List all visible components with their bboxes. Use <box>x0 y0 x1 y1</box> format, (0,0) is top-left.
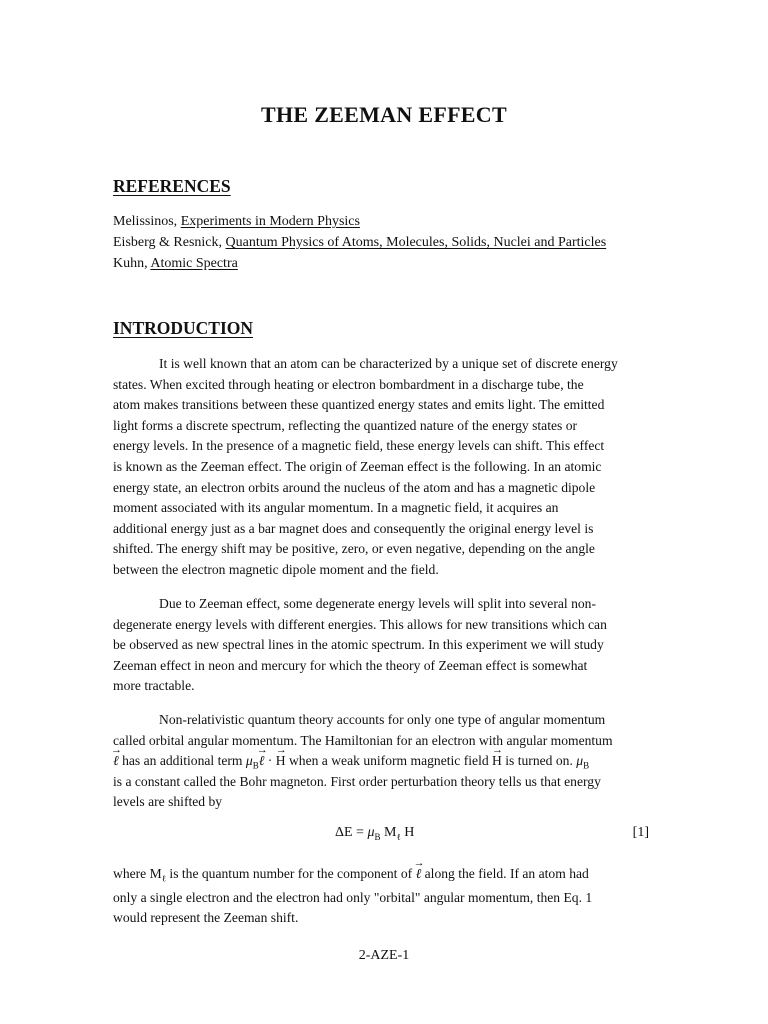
h-symbol: H <box>400 825 415 840</box>
dot-operator: · <box>264 753 276 769</box>
mu-symbol: μ <box>576 753 584 769</box>
text-line: energy levels. In the presence of a magnetic field, these energy levels can shift. This effect <box>113 438 605 454</box>
mu-symbol: μ <box>245 753 253 769</box>
text-line: light forms a discrete spectrum, reflecting the quantized nature of the energy states or <box>113 417 578 433</box>
text-line: is a constant called the Bohr magneton. First order perturbation theory tells us that energy <box>113 773 601 789</box>
text-line: Non-relativistic quantum theory accounts for only one type of angular momentum <box>159 712 606 727</box>
text-line: shifted. The energy shift may be positive, zero, or even negative, depending on the angle <box>113 541 595 557</box>
equation-body <box>335 825 414 842</box>
intro-paragraph-2 <box>113 594 658 697</box>
text-fragment: where M <box>113 866 162 881</box>
text-line: degenerate energy levels with different energies. This allows for new transitions which can <box>113 616 607 632</box>
text-line: moment associated with its angular momentum. In a magnetic field, it acquires an <box>113 500 559 516</box>
text-fragment: along the field. If an atom had <box>421 866 589 881</box>
reference-title: Quantum Physics of Atoms, Molecules, Solids, Nuclei and Particles <box>225 235 607 250</box>
angular-momentum-vector-symbol: → ℓ <box>259 751 265 772</box>
page-title: THE ZEEMAN EFFECT <box>261 102 507 127</box>
reference-item <box>113 232 606 253</box>
references-heading: REFERENCES <box>113 176 231 196</box>
subscript-b: B <box>374 831 381 842</box>
text-line: only a single electron and the electron had only "orbital" angular momentum, then Eq. 1 <box>113 889 593 905</box>
text-fragment: is turned on. <box>501 753 577 769</box>
reference-author: Melissinos, <box>113 214 181 229</box>
intro-paragraph-4 <box>113 864 658 929</box>
subscript-b: B <box>252 760 259 771</box>
subscript-b: B <box>583 760 590 771</box>
text-line: between the electron magnetic dipole moment and the field. <box>113 561 439 577</box>
magnetic-field-vector-symbol: → H <box>492 751 502 772</box>
reference-author: Kuhn, <box>113 256 151 271</box>
subscript-l: ℓ <box>161 873 167 884</box>
text-line <box>113 864 658 885</box>
text-line: be observed as new spectral lines in the atomic spectrum. In this experiment we will study <box>113 637 604 653</box>
subscript-l: ℓ <box>396 831 401 842</box>
equation-1 <box>113 825 658 847</box>
text-line: additional energy just as a bar magnet does and consequently the original energy level is <box>113 520 594 536</box>
reference-title: Experiments in Modern Physics <box>180 214 360 229</box>
angular-momentum-vector-symbol: → ℓ <box>416 864 422 885</box>
text-fragment: when a weak uniform magnetic field <box>285 753 493 769</box>
intro-paragraph-3 <box>113 710 658 813</box>
text-line: It is well known that an atom can be characterized by a unique set of discrete energy <box>159 356 618 371</box>
text-line: Zeeman effect in neon and mercury for which the theory of Zeeman effect is somewhat <box>113 657 588 673</box>
introduction-heading: INTRODUCTION <box>113 318 254 338</box>
text-line: energy state, an electron orbits around the nucleus of the atom and has a magnetic dipole <box>113 479 596 495</box>
text-line: would represent the Zeeman shift. <box>113 910 299 926</box>
text-line: Due to Zeeman effect, some degenerate energy levels will split into several non- <box>159 596 596 611</box>
delta-e: ΔE = <box>335 825 368 840</box>
angular-momentum-vector-symbol: → ℓ <box>113 751 119 772</box>
text-line <box>113 751 658 772</box>
reference-author: Eisberg & Resnick, <box>113 235 226 250</box>
references-list <box>113 211 606 274</box>
text-line: states. When excited through heating or electron bombardment in a discharge tube, the <box>113 376 584 392</box>
equation-number: [1] <box>632 825 649 840</box>
reference-item <box>113 211 606 232</box>
text-line: is known as the Zeeman effect. The origin of Zeeman effect is the following. In an atomic <box>113 458 602 474</box>
text-fragment: is the quantum number for the component of <box>166 866 416 881</box>
text-fragment: has an additional term <box>118 753 246 769</box>
reference-title: Atomic Spectra <box>150 256 238 271</box>
reference-item <box>113 253 606 274</box>
page-footer: 2-AZE-1 <box>358 948 410 963</box>
mu-symbol: μ <box>367 825 375 840</box>
intro-paragraph-1 <box>113 354 658 581</box>
text-line: levels are shifted by <box>113 794 223 810</box>
text-line: atom makes transitions between these quantized energy states and emits light. The emitted <box>113 397 605 413</box>
m-symbol: M <box>380 825 397 840</box>
magnetic-field-vector-symbol: → H <box>276 751 286 772</box>
text-line: called orbital angular momentum. The Hamiltonian for an electron with angular momentum <box>113 732 613 748</box>
text-line: more tractable. <box>113 678 195 694</box>
